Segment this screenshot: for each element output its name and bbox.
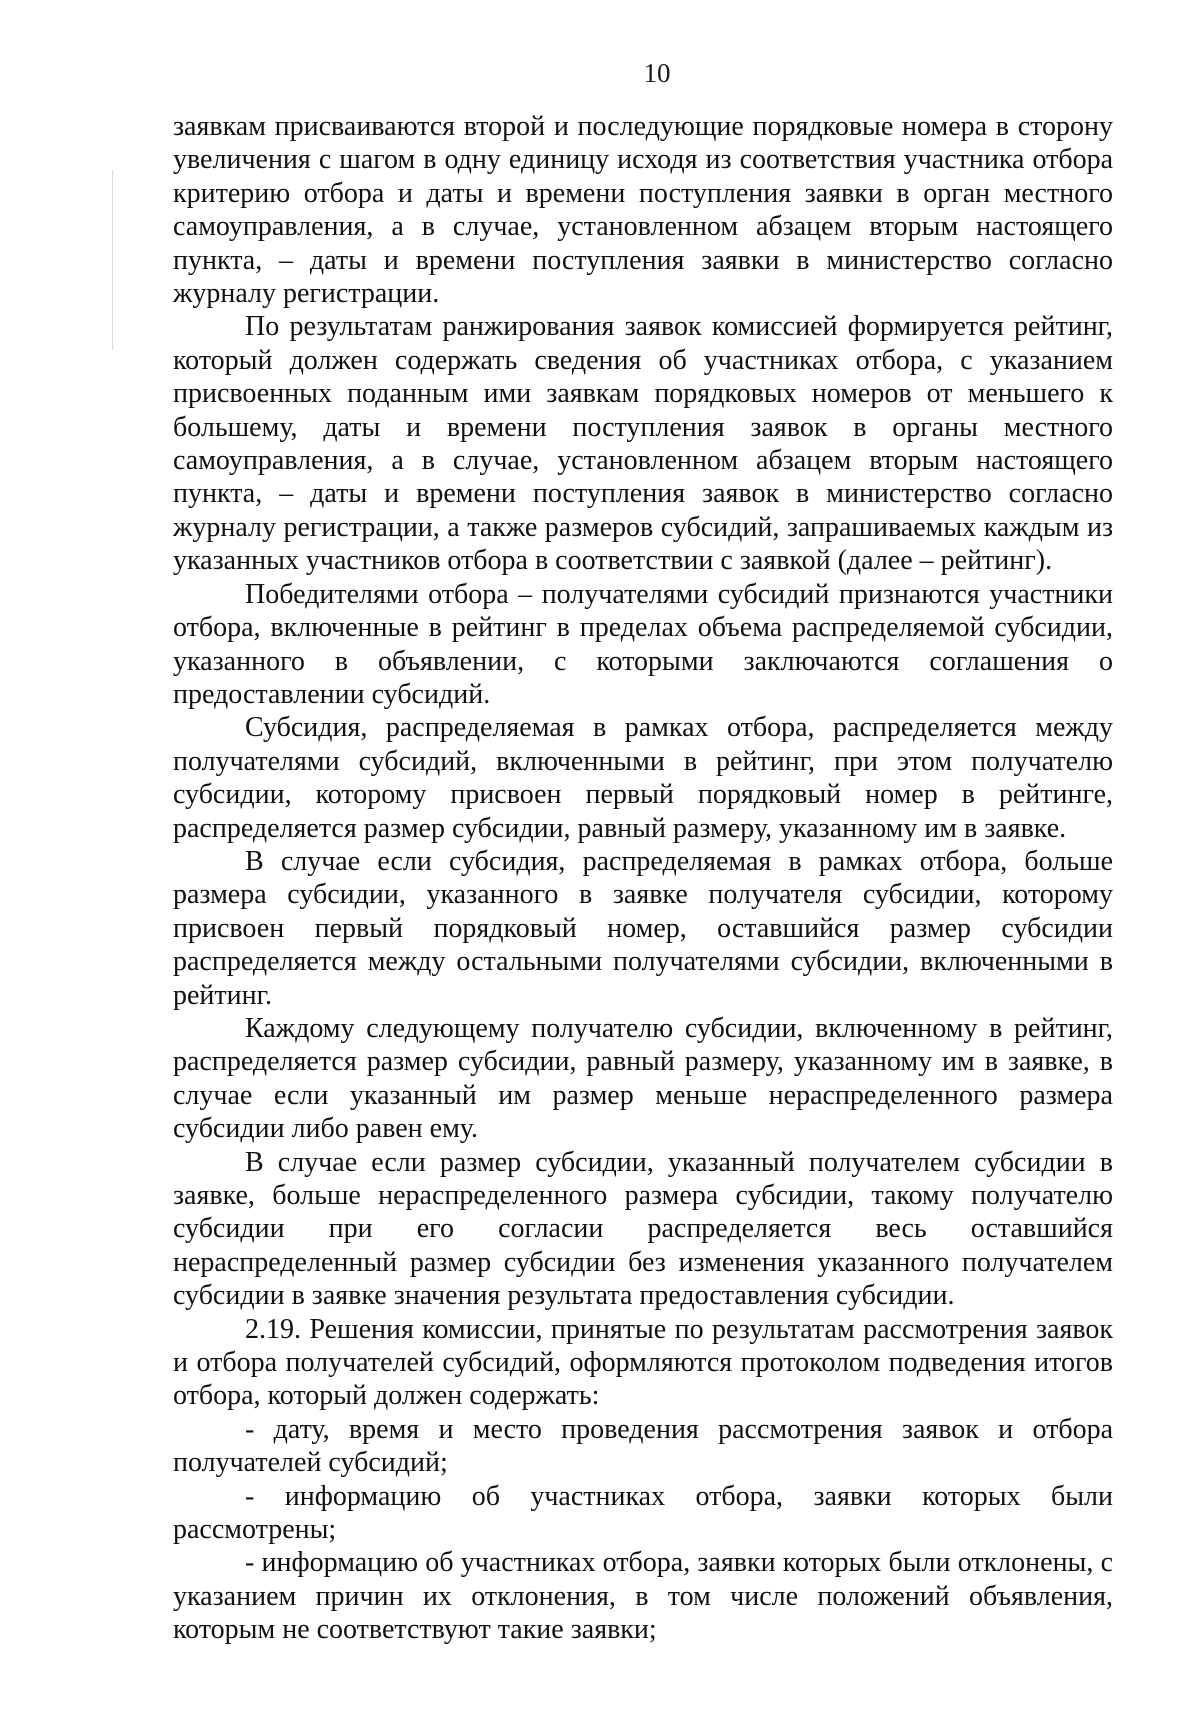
paragraph-4: Субсидия, распределяемая в рамках отбора, распределяется между получателями субсидий, включенными в рейтинг, при этом получателю субсидии, которому присвоен первый порядковый номер в рейтинге, распределяется размер субсидии, равный размеру, указанному им в заявке. bbox=[173, 712, 1113, 844]
page-number: 10 bbox=[643, 58, 671, 88]
document-body bbox=[173, 110, 1113, 1647]
paragraph-7: В случае если размер субсидии, указанный получателем субсидии в заявке, больше нераспределенного размера субсидии, такому получателю субсидии при его согласии распределяется весь оставшийся нераспределенный размер субсидии без изменения указанного получателем субсидии в заявке значения результата предоставления субсидии. bbox=[173, 1146, 1113, 1312]
paragraph-6: Каждому следующему получателю субсидии, включенному в рейтинг, распределяется размер субсидии, равный размеру, указанному им в заявке, в случае если указанный им размер меньше нераспределенного размера субсидии либо равен ему. bbox=[173, 1012, 1113, 1145]
list-item-date-time-place: - дату, время и место проведения рассмотрения заявок и отбора получателей субсидий; bbox=[173, 1413, 1113, 1479]
paragraph-8-section-2-19: 2.19. Решения комиссии, принятые по результатам рассмотрения заявок и отбора получателей субсидий, оформляются протоколом подведения итогов отбора, который должен содержать: bbox=[173, 1313, 1113, 1412]
list-item-rejected-applications: - информацию об участниках отбора, заявки которых были отклонены, с указанием причин их отклонения, в том числе положений объявления, которым не соответствуют такие заявки; bbox=[173, 1547, 1113, 1646]
scan-margin-line bbox=[112, 170, 113, 350]
list-item-considered-applications: - информацию об участниках отбора, заявки которых были рассмотрены; bbox=[173, 1480, 1113, 1546]
paragraph-5: В случае если субсидия, распределяемая в рамках отбора, больше размера субсидии, указанного в заявке получателя субсидии, которому присвоен первый порядковый номер, оставшийся размер субсидии распределяется между остальными получателями субсидии, включенными в рейтинг. bbox=[173, 845, 1113, 1011]
paragraph-1: заявкам присваиваются второй и последующие порядковые номера в сторону увеличения с шагом в одну единицу исходя из соответствия участника отбора критерию отбора и даты и времени поступления заявки в орган местного самоуправления, а в случае, установленном абзацем вторым настоящего пункта, – даты и времени поступления заявки в министерство согласно журналу регистрации. bbox=[173, 111, 1113, 310]
paragraph-2: По результатам ранжирования заявок комиссией формируется рейтинг, который должен содержать сведения об участниках отбора, с указанием присвоенных поданным ими заявкам порядковых номеров от меньшего к большему, даты и времени поступления заявок в органы местного самоуправления, а в случае, установленном абзацем вторым настоящего пункта, – даты и времени поступления заявок в министерство согласно журналу регистрации, а также размеров субсидий, запрашиваемых каждым из указанных участников отбора в соответствии с заявкой (далее – рейтинг). bbox=[173, 311, 1113, 577]
paragraph-3: Победителями отбора – получателями субсидий признаются участники отбора, включенные в рейтинг в пределах объема распределяемой субсидии, указанного в объявлении, с которыми заключаются соглашения о предоставлении субсидий. bbox=[173, 578, 1113, 710]
